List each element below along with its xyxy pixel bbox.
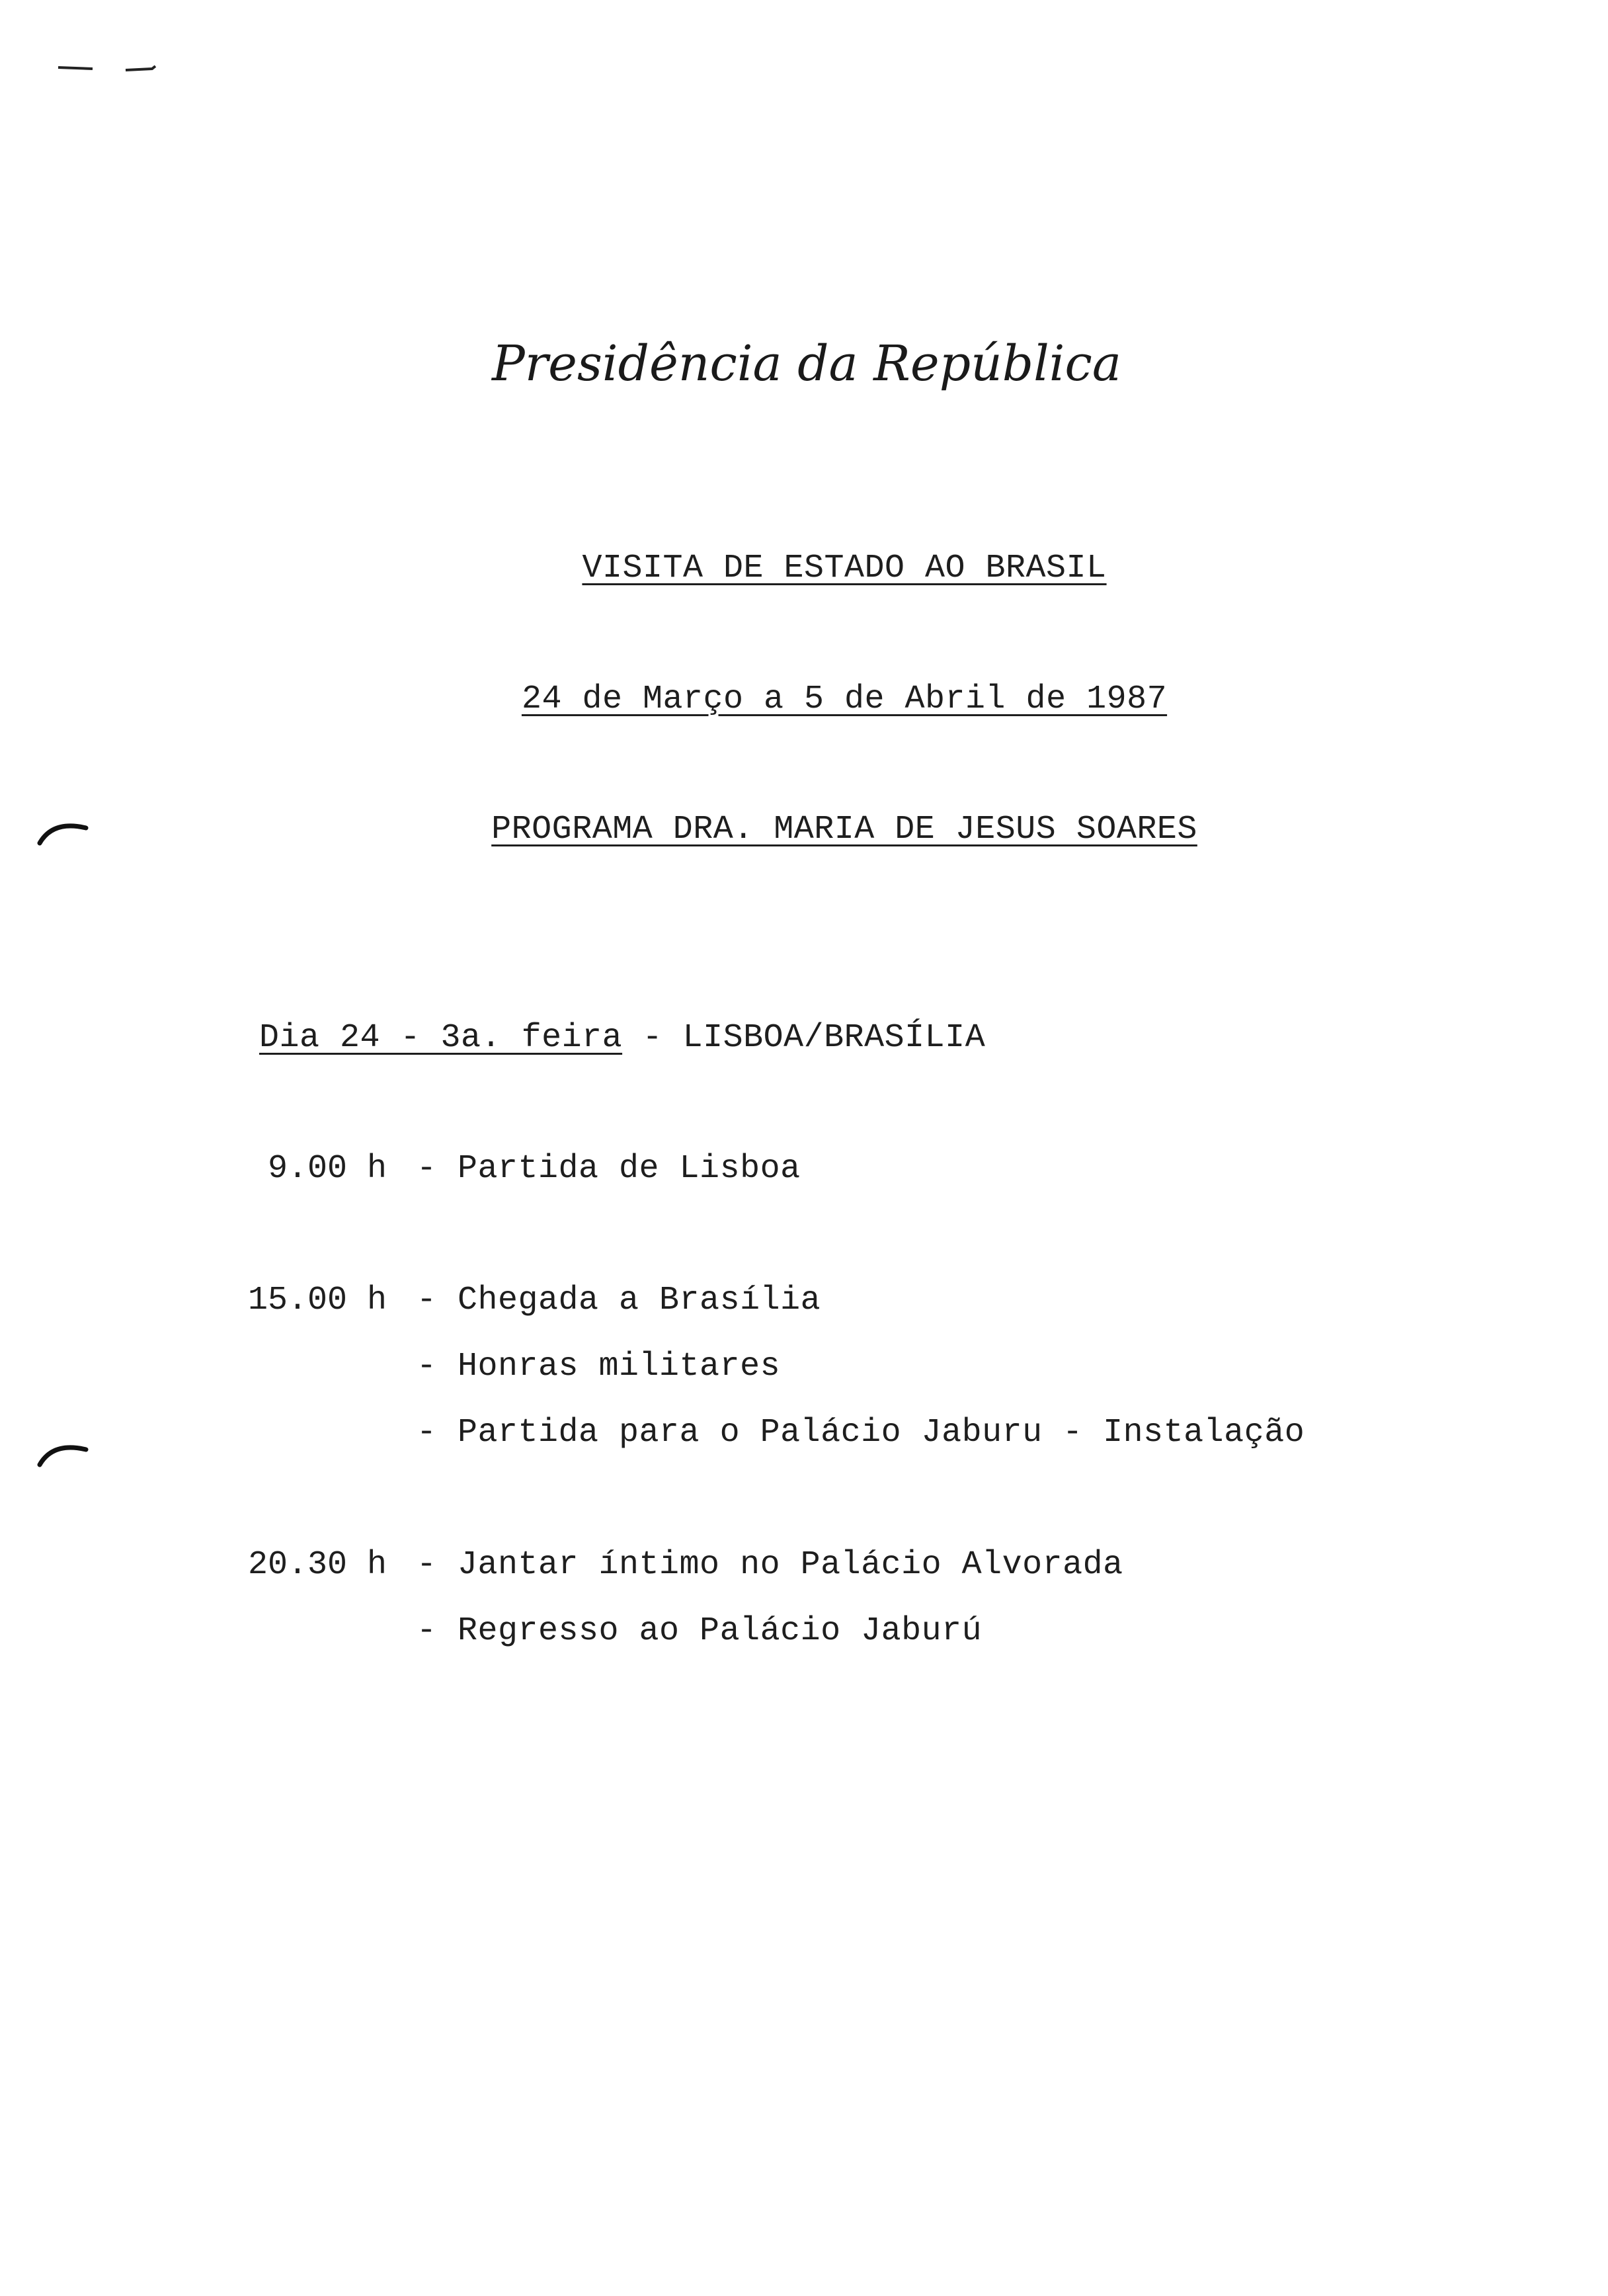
item-dash: -: [417, 1612, 437, 1650]
day-label: Dia 24 - 3a. feira: [259, 1019, 623, 1057]
visit-dates: 24 de Março a 5 de Abril de 1987: [521, 680, 1168, 718]
day-route: - LISBOA/BRASÍLIA: [642, 1019, 986, 1057]
letterhead-logo: [492, 317, 1121, 403]
schedule-item: Jantar íntimo no Palácio Alvorada: [458, 1546, 1123, 1584]
schedule-item: Regresso ao Palácio Jaburú: [458, 1612, 983, 1650]
schedule-time: 15.00 h: [248, 1282, 387, 1319]
item-dash: -: [417, 1348, 437, 1385]
day-heading: [259, 1018, 985, 1058]
page-title: VISITA DE ESTADO AO BRASIL: [582, 550, 1107, 587]
svg-text:Presidência da República: Presidência da República: [492, 335, 1121, 392]
schedule-item: Honras militares: [458, 1348, 781, 1385]
programme-title: PROGRAMA DRA. MARIA DE JESUS SOARES: [491, 811, 1197, 848]
schedule-item: Partida para o Palácio Jaburu - Instalação: [458, 1414, 1305, 1452]
schedule-time: 9.00 h: [267, 1150, 387, 1188]
schedule-item: Partida de Lisboa: [458, 1150, 801, 1188]
schedule-time: 20.30 h: [248, 1546, 387, 1584]
schedule-item: Chegada a Brasília: [458, 1282, 821, 1319]
item-dash: -: [417, 1150, 437, 1188]
binder-mark-icon: [53, 60, 165, 79]
item-dash: -: [417, 1546, 437, 1584]
punch-hole-mark-icon: [33, 1435, 93, 1475]
item-dash: -: [417, 1414, 437, 1452]
item-dash: -: [417, 1282, 437, 1319]
